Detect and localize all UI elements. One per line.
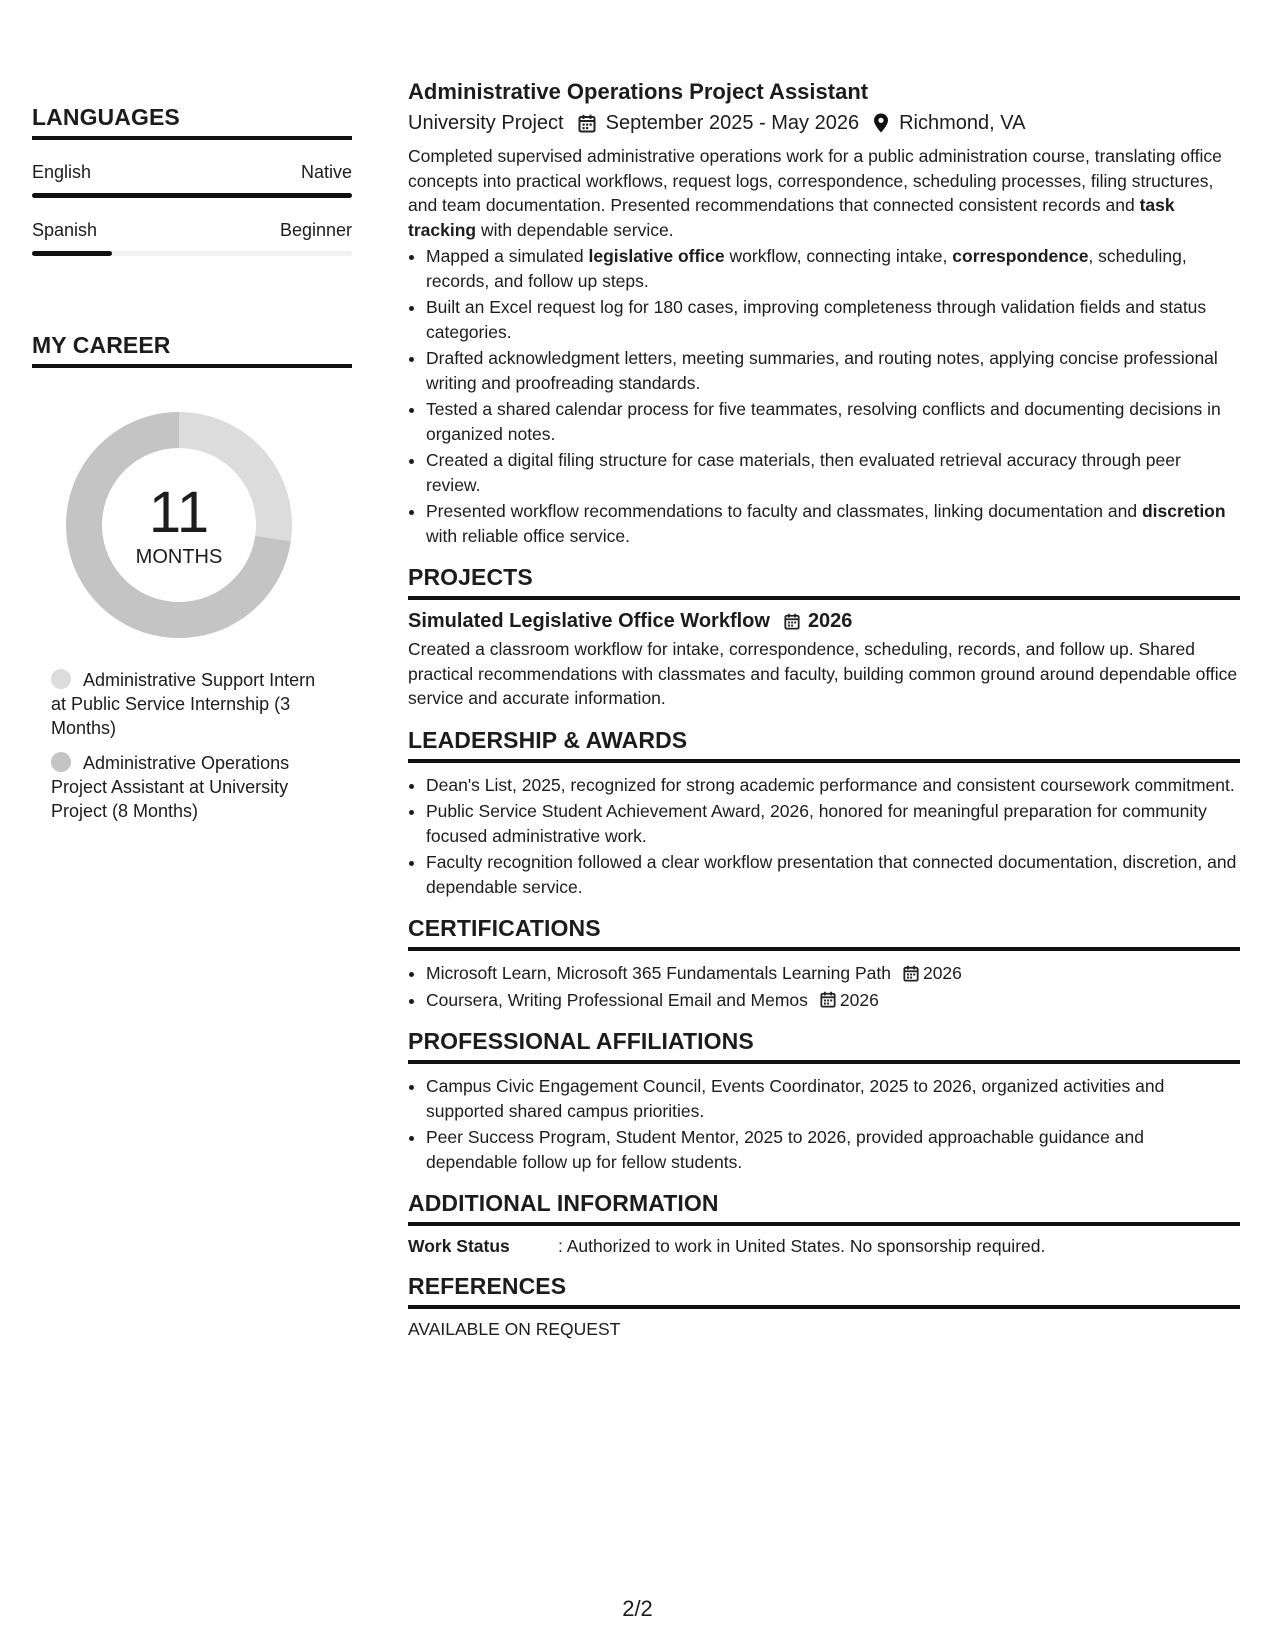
language-proficiency-bar (32, 193, 352, 198)
work-status-label: Work Status (408, 1236, 510, 1256)
projects-list (408, 610, 1240, 711)
experience-bullet (426, 244, 1240, 293)
career-legend-item (51, 668, 321, 740)
language-row (32, 220, 352, 241)
languages-heading: LANGUAGES (32, 104, 352, 140)
page-number: 2/2 (622, 1596, 653, 1621)
project-description: Created a classroom workflow for intake, correspondence, scheduling, records, and follow up. Shared practical recommendations with classmates and faculty, building common ground around dependable office service and accurate information. (408, 639, 1238, 708)
text-run: with dependable service. (476, 219, 674, 240)
project-year: 2026 (807, 610, 853, 632)
leadership-item: • Dean's List, 2025, recognized for strong academic performance and consistent coursework commitment. (426, 773, 1240, 798)
language-level: Beginner (279, 220, 352, 240)
company-name: University Project (408, 112, 564, 134)
language-level: Native (300, 162, 352, 182)
experience-bullet (426, 499, 1240, 548)
language-proficiency-bar (32, 251, 352, 256)
language-row (32, 162, 352, 183)
projects-heading: PROJECTS (408, 564, 1240, 600)
projects-section (408, 564, 1240, 711)
certification-row (426, 961, 962, 986)
certification-item (426, 988, 1240, 1013)
job-summary (408, 144, 1240, 242)
career-legend-label: Administrative Support Intern at Public Service Internship (3 Months) (51, 670, 316, 738)
job-dates: September 2025 - May 2026 (605, 112, 860, 134)
bold-text: correspondence (952, 246, 1089, 266)
languages-list (32, 162, 352, 256)
leadership-heading: LEADERSHIP & AWARDS (408, 727, 1240, 763)
job-meta (408, 110, 1240, 136)
leadership-item: • Public Service Student Achievement Award, 2026, honored for meaningful preparation for community focused administrative work. (426, 799, 1240, 848)
leadership-list (408, 773, 1240, 900)
certification-name: • Microsoft Learn, Microsoft 365 Fundamentals Learning Path (426, 963, 891, 983)
references-section (408, 1273, 1240, 1340)
job-bullets (408, 244, 1240, 548)
certification-item (426, 961, 1240, 986)
career-legend (51, 668, 321, 823)
certifications-section (408, 915, 1240, 1012)
certification-year: 2026 (922, 963, 962, 983)
career-total: 11 (148, 480, 210, 545)
experience-bullet (426, 448, 1240, 497)
career-donut-chart (66, 412, 292, 638)
language-proficiency-fill (32, 193, 352, 198)
experience-entry (408, 78, 1240, 548)
references-heading: REFERENCES (408, 1273, 1240, 1309)
text-run: workflow, connecting intake, (724, 246, 953, 266)
bold-text: task tracking (408, 195, 1175, 240)
text-run: Drafted acknowledgment letters, meeting summaries, and routing notes, applying concise professional writing and proofreading standards. (426, 348, 1218, 393)
career-legend-label: Administrative Operations Project Assistant at University Project (8 Months) (51, 753, 290, 821)
career-legend-item (51, 751, 321, 823)
certification-year: 2026 (839, 989, 879, 1010)
text-run: Tested a shared calendar process for five teammates, resolving conflicts and documenting decisions in organized notes. (426, 399, 1221, 444)
calendar-icon (820, 991, 836, 1008)
legend-dot (51, 669, 71, 689)
affiliations-section (408, 1028, 1240, 1174)
certifications-heading: CERTIFICATIONS (408, 915, 1240, 951)
affiliations-heading: PROFESSIONAL AFFILIATIONS (408, 1028, 1240, 1064)
job-title: Administrative Operations Project Assistant (408, 79, 869, 104)
bold-text: legislative office (588, 246, 725, 266)
affiliation-item: • Campus Civic Engagement Council, Events Coordinator, 2025 to 2026, organized activities and supported shared campus priorities. (426, 1074, 1240, 1123)
work-status-value: : Authorized to work in United States. No sponsorship required. (558, 1236, 1046, 1256)
language-name: English (32, 162, 92, 182)
bold-text: discretion (1141, 501, 1226, 521)
legend-dot (51, 752, 71, 772)
sidebar (32, 104, 352, 834)
leadership-section (408, 727, 1240, 900)
project-title-row (408, 610, 1240, 633)
text-run: Completed supervised administrative operations work for a public administration course, translating office concepts into practical workflows, request logs, correspondence, scheduling processes, filing structures, and team documentation. Presented recommendations that connected consistent records and (408, 146, 1222, 215)
text-run: with reliable office service. (426, 525, 630, 546)
references-text: AVAILABLE ON REQUEST (408, 1319, 621, 1339)
additional-heading: ADDITIONAL INFORMATION (408, 1190, 1240, 1226)
language-proficiency-fill (32, 251, 112, 256)
text-run: Presented workflow recommendations to faculty and classmates, linking documentation and (426, 501, 1142, 521)
work-status-row (408, 1236, 1240, 1257)
calendar-icon (903, 965, 919, 982)
calendar-icon (578, 114, 596, 133)
certification-name: • Coursera, Writing Professional Email and Memos (426, 989, 808, 1010)
text-run: , scheduling, records, and follow up steps. (426, 246, 1187, 291)
experience-bullet (426, 295, 1240, 344)
certification-row (426, 988, 879, 1013)
calendar-icon (784, 613, 800, 630)
additional-section (408, 1190, 1240, 1257)
map-pin-icon (873, 113, 889, 133)
career-donut-center (66, 412, 292, 638)
experience-bullet (426, 346, 1240, 395)
affiliations-list (408, 1074, 1240, 1174)
language-name: Spanish (32, 220, 98, 240)
text-run: Built an Excel request log for 180 cases, improving completeness through validation fields and status categories. (426, 297, 1207, 342)
leadership-item: • Faculty recognition followed a clear workflow presentation that connected documentation, discretion, and dependable service. (426, 850, 1240, 899)
project-title: Simulated Legislative Office Workflow (408, 610, 770, 632)
experience-bullet (426, 397, 1240, 446)
career-heading: MY CAREER (32, 332, 352, 368)
text-run: Mapped a simulated (426, 246, 589, 266)
text-run: Created a digital filing structure for case materials, then evaluated retrieval accuracy through peer review. (426, 450, 1181, 495)
main-column (408, 78, 1240, 1340)
certifications-list (408, 961, 1240, 1012)
affiliation-item: • Peer Success Program, Student Mentor, 2025 to 2026, provided approachable guidance and dependable follow up for fellow students. (426, 1125, 1240, 1174)
job-location: Richmond, VA (899, 112, 1026, 134)
career-unit: MONTHS (135, 546, 223, 568)
